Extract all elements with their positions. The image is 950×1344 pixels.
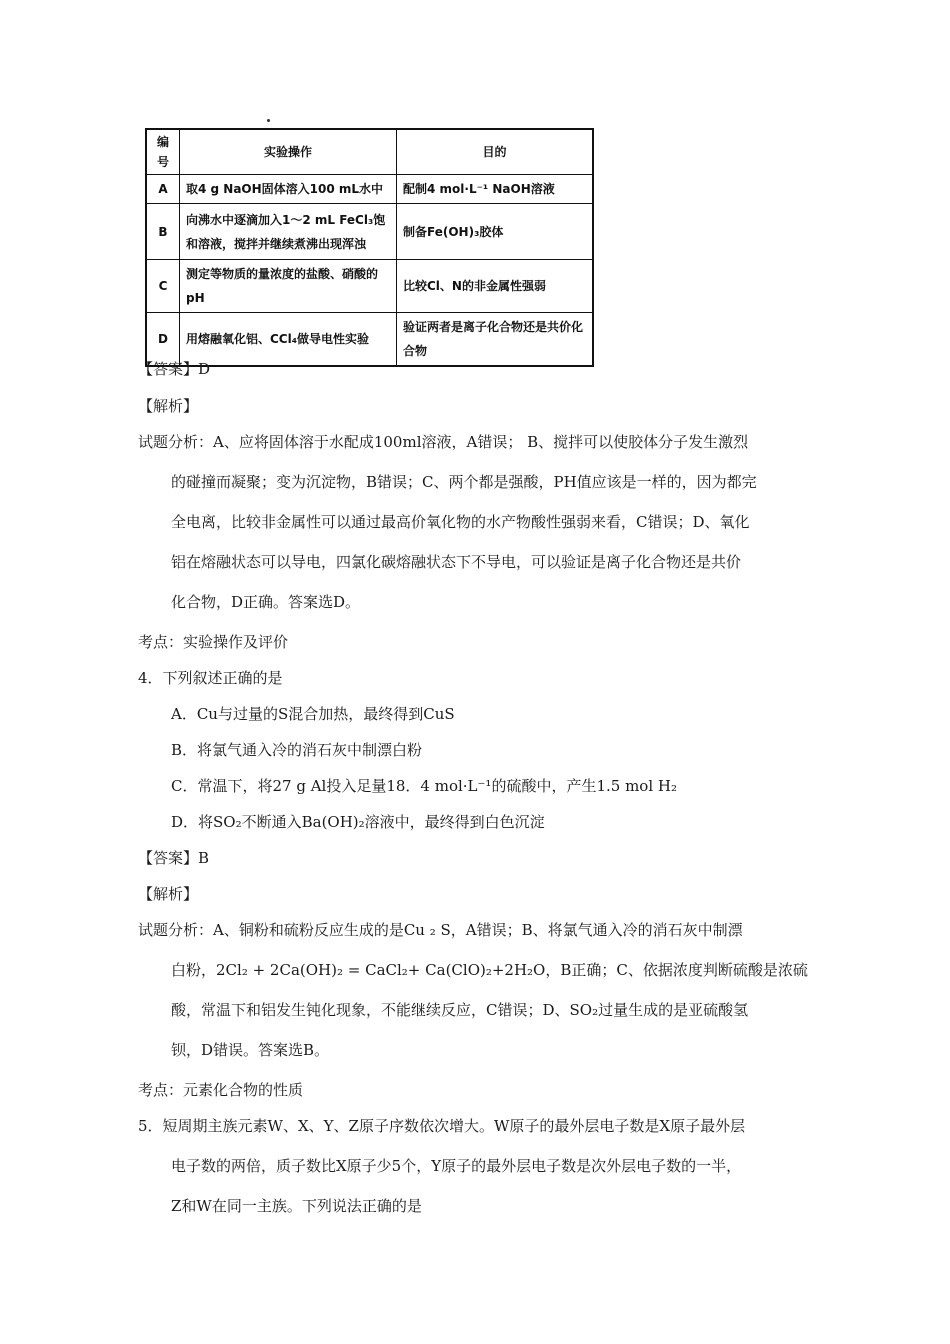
row-operation: 测定等物质的量浓度的盐酸、硝酸的pH (180, 260, 397, 313)
q4-option-b: B．将氯气通入冷的消石灰中制漂白粉 (171, 741, 423, 759)
row-operation: 向沸水中逐滴加入1～2 mL FeCl₃饱和溶液，搅拌并继续煮沸出现浑浊 (180, 204, 397, 260)
q3-kaodian: 考点：实验操作及评价 (138, 633, 289, 651)
table-row (146, 260, 593, 313)
q3-analysis-line: 全电离，比较非金属性可以通过最高价氧化物的水产物酸性强弱来看，C错误；D、氧化 (171, 513, 750, 531)
table-row (146, 313, 593, 367)
row-purpose: 配制4 mol·L⁻¹ NaOH溶液 (397, 175, 594, 204)
q3-analysis-line: 铝在熔融状态可以导电，四氯化碳熔融状态下不导电，可以验证是离子化合物还是共价 (171, 553, 742, 571)
row-purpose: 制备Fe(OH)₃胶体 (397, 204, 594, 260)
row-id: D (146, 313, 180, 367)
q3-answer: 【答案】D (138, 360, 211, 378)
row-operation: 用熔融氧化铝、CCl₄做导电性实验 (180, 313, 397, 367)
q4-analysis-line: 酸，常温下和铝发生钝化现象，不能继续反应，C错误；D、SO₂过量生成的是亚硫酸氢 (171, 1001, 749, 1019)
q4-analysis-line: 试题分析：A、铜粉和硫粉反应生成的是Cu ₂ S，A错误；B、将氯气通入冷的消石灰中制漂 (138, 921, 743, 939)
q5-stem-line: 电子数的两倍，质子数比X原子少5个，Y原子的最外层电子数是次外层电子数的一半， (171, 1157, 742, 1175)
q3-analysis-label: 【解析】 (138, 397, 199, 415)
q4-stem: 4．下列叙述正确的是 (138, 669, 283, 687)
q3-analysis-line: 试题分析：A、应将固体溶于水配成100ml溶液，A错误； B、搅拌可以使胶体分子发生激烈 (138, 433, 749, 451)
header-operation: 实验操作 (180, 129, 397, 175)
row-id: C (146, 260, 180, 313)
q5-stem-line: 5．短周期主族元素W、X、Y、Z原子序数依次增大。W原子的最外层电子数是X原子最外层 (138, 1117, 746, 1135)
q4-option-a: A．Cu与过量的S混合加热，最终得到CuS (171, 705, 455, 723)
q4-kaodian: 考点：元素化合物的性质 (138, 1081, 304, 1099)
q4-option-d: D．将SO₂不断通入Ba(OH)₂溶液中，最终得到白色沉淀 (171, 813, 545, 831)
stray-dot (267, 119, 270, 122)
experiment-table (145, 128, 594, 367)
q4-analysis-line: 白粉，2Cl₂ + 2Ca(OH)₂ = CaCl₂+ Ca(ClO)₂+2H₂O，B正确；C、依据浓度判断硫酸是浓硫 (171, 961, 808, 979)
q4-option-c: C．常温下，将27 g Al投入足量18．4 mol·L⁻¹的硫酸中，产生1.5 mol H₂ (171, 777, 677, 795)
table-row (146, 175, 593, 204)
header-purpose: 目的 (397, 129, 594, 175)
row-purpose: 比较Cl、N的非金属性强弱 (397, 260, 594, 313)
row-id: B (146, 204, 180, 260)
q3-analysis-line: 化合物，D正确。答案选D。 (171, 593, 361, 611)
q5-stem-line: Z和W在同一主族。下列说法正确的是 (171, 1197, 422, 1215)
table-header-row (146, 129, 593, 175)
q4-analysis-label: 【解析】 (138, 885, 199, 903)
row-purpose: 验证两者是离子化合物还是共价化合物 (397, 313, 594, 367)
table-row (146, 204, 593, 260)
q3-analysis-line: 的碰撞而凝聚；变为沉淀物，B错误；C、两个都是强酸，PH值应该是一样的，因为都完 (171, 473, 757, 491)
q4-analysis-line: 钡，D错误。答案选B。 (171, 1041, 330, 1059)
row-operation: 取4 g NaOH固体溶入100 mL水中 (180, 175, 397, 204)
header-id: 编号 (146, 129, 180, 175)
q4-answer: 【答案】B (138, 849, 210, 867)
row-id: A (146, 175, 180, 204)
